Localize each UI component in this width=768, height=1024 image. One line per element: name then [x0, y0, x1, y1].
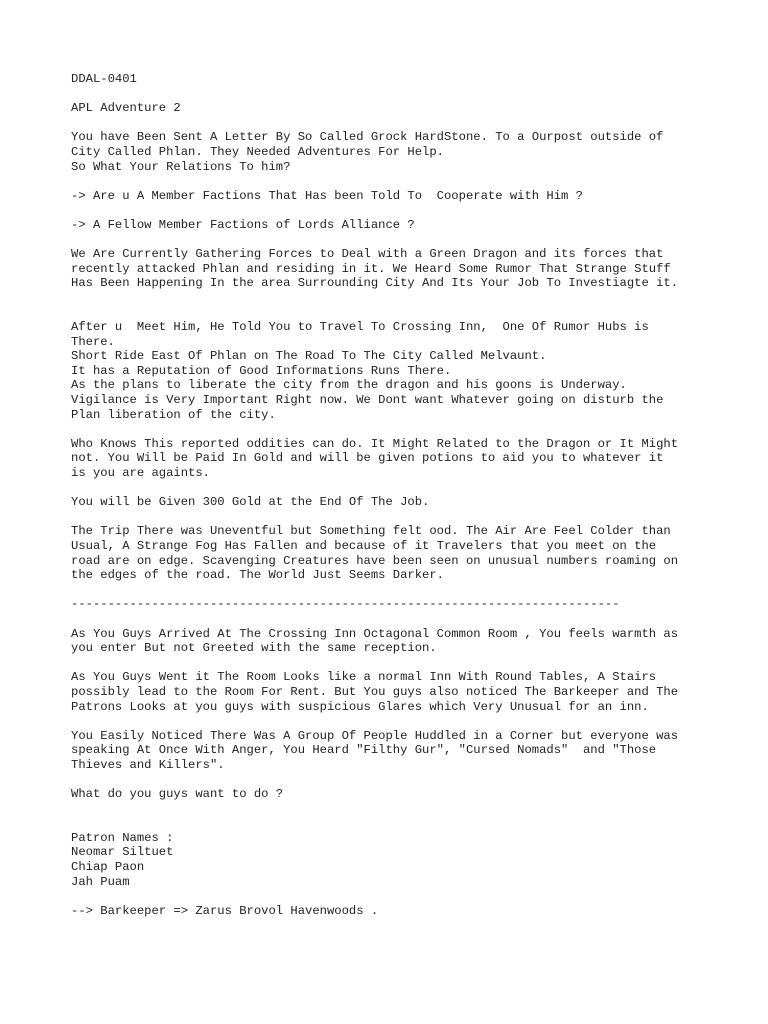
text-line: Who Knows This reported oddities can do. It Might Related to the Dragon or It Might [71, 436, 679, 451]
paragraph-prompt [71, 787, 761, 802]
paragraph-adventure-title [71, 101, 761, 116]
paragraph-doc-code [71, 72, 761, 87]
text-line: Has Been Happening In the area Surrounding City And Its Your Job To Investiagte it. [71, 276, 679, 291]
text-line: is you are againts. [71, 466, 210, 481]
text-line: the edges of the road. The World Just Seems Darker. [71, 568, 444, 583]
text-line: DDAL-0401 [71, 72, 137, 86]
text-line: Patron Names : [71, 830, 174, 845]
text-line: As the plans to liberate the city from the dragon and his goons is Underway. [71, 378, 627, 393]
paragraph-dragon-info [71, 247, 761, 291]
paragraph-inn-description [71, 670, 761, 714]
paragraph-patron-names [71, 831, 761, 889]
text-line: -> A Fellow Member Factions of Lords Alliance ? [71, 217, 415, 232]
text-line: City Called Phlan. They Needed Adventures For Help. [71, 144, 444, 159]
document-body [71, 72, 761, 918]
paragraph-oddities [71, 437, 761, 481]
text-line: possibly lead to the Room For Rent. But You guys also noticed The Barkeeper and The [71, 684, 679, 699]
text-line: not. You Will be Paid In Gold and will be given potions to aid you to whatever it [71, 451, 664, 466]
text-line: Thieves and Killers". [71, 757, 225, 772]
document-page [71, 72, 761, 933]
text-line: The Trip There was Uneventful but Something felt ood. The Air Are Feel Colder than [71, 524, 671, 539]
text-line: After u Meet Him, He Told You to Travel To Crossing Inn, One Of Rumor Hubs is [71, 320, 649, 335]
text-line: As You Guys Went it The Room Looks like a normal Inn With Round Tables, A Stairs [71, 670, 657, 685]
paragraph-option-1 [71, 189, 761, 204]
text-line: There. [71, 334, 115, 349]
text-line: Usual, A Strange Fog Has Fallen and because of it Travelers that you meet on the [71, 539, 657, 553]
text-line: So What Your Relations To him? [71, 159, 291, 174]
paragraph-trip [71, 524, 761, 582]
text-line: -> Are u A Member Factions That Has been Told To Cooperate with Him ? [71, 188, 583, 203]
text-line: As You Guys Arrived At The Crossing Inn Octagonal Common Room , You feels warmth as [71, 626, 679, 641]
text-line: road are on edge. Scavenging Creatures have been seen on unusual numbers roaming on [71, 553, 679, 568]
text-line: Plan liberation of the city. [71, 407, 276, 422]
paragraph-barkeeper [71, 904, 761, 919]
text-line: You Easily Noticed There Was A Group Of People Huddled in a Corner but everyone was [71, 728, 679, 743]
paragraph-reward [71, 495, 761, 510]
text-line: Chiap Paon [71, 860, 145, 875]
text-line: Short Ride East Of Phlan on The Road To The City Called Melvaunt. [71, 349, 547, 364]
text-line: You have Been Sent A Letter By So Called Grock HardStone. To a Ourpost outside of [71, 130, 664, 145]
text-line: It has a Reputation of Good Informations Runs There. [71, 363, 452, 378]
text-line: Vigilance is Very Important Right now. We Dont want Whatever going on disturb the [71, 393, 664, 408]
text-line: you enter But not Greeted with the same reception. [71, 641, 437, 656]
text-line: APL Adventure 2 [71, 101, 181, 116]
text-line: We Are Currently Gathering Forces to Deal with a Green Dragon and its forces that [71, 247, 664, 262]
text-line: Patrons Looks at you guys with suspicious Glares which Very Unusual for an inn. [71, 699, 649, 714]
text-line: speaking At Once With Anger, You Heard "Filthy Gur", "Cursed Nomads" and "Those [71, 743, 657, 758]
text-line: You will be Given 300 Gold at the End Of The Job. [71, 495, 430, 510]
text-line: --> Barkeeper => Zarus Brovol Havenwoods . [71, 903, 379, 918]
paragraph-group-huddle [71, 729, 761, 773]
text-line: Jah Puam [71, 874, 130, 889]
text-line: What do you guys want to do ? [71, 787, 284, 802]
paragraph-crossing-inn-info [71, 320, 761, 422]
text-line: Neomar Siltuet [71, 845, 174, 860]
paragraph-intro [71, 130, 761, 174]
paragraph-option-2 [71, 218, 761, 233]
paragraph-separator [71, 597, 761, 612]
text-line: --------------------------------------------------------------------------- [71, 597, 620, 612]
paragraph-arrival [71, 627, 761, 656]
text-line: recently attacked Phlan and residing in it. We Heard Some Rumor That Strange Stuff [71, 261, 671, 276]
